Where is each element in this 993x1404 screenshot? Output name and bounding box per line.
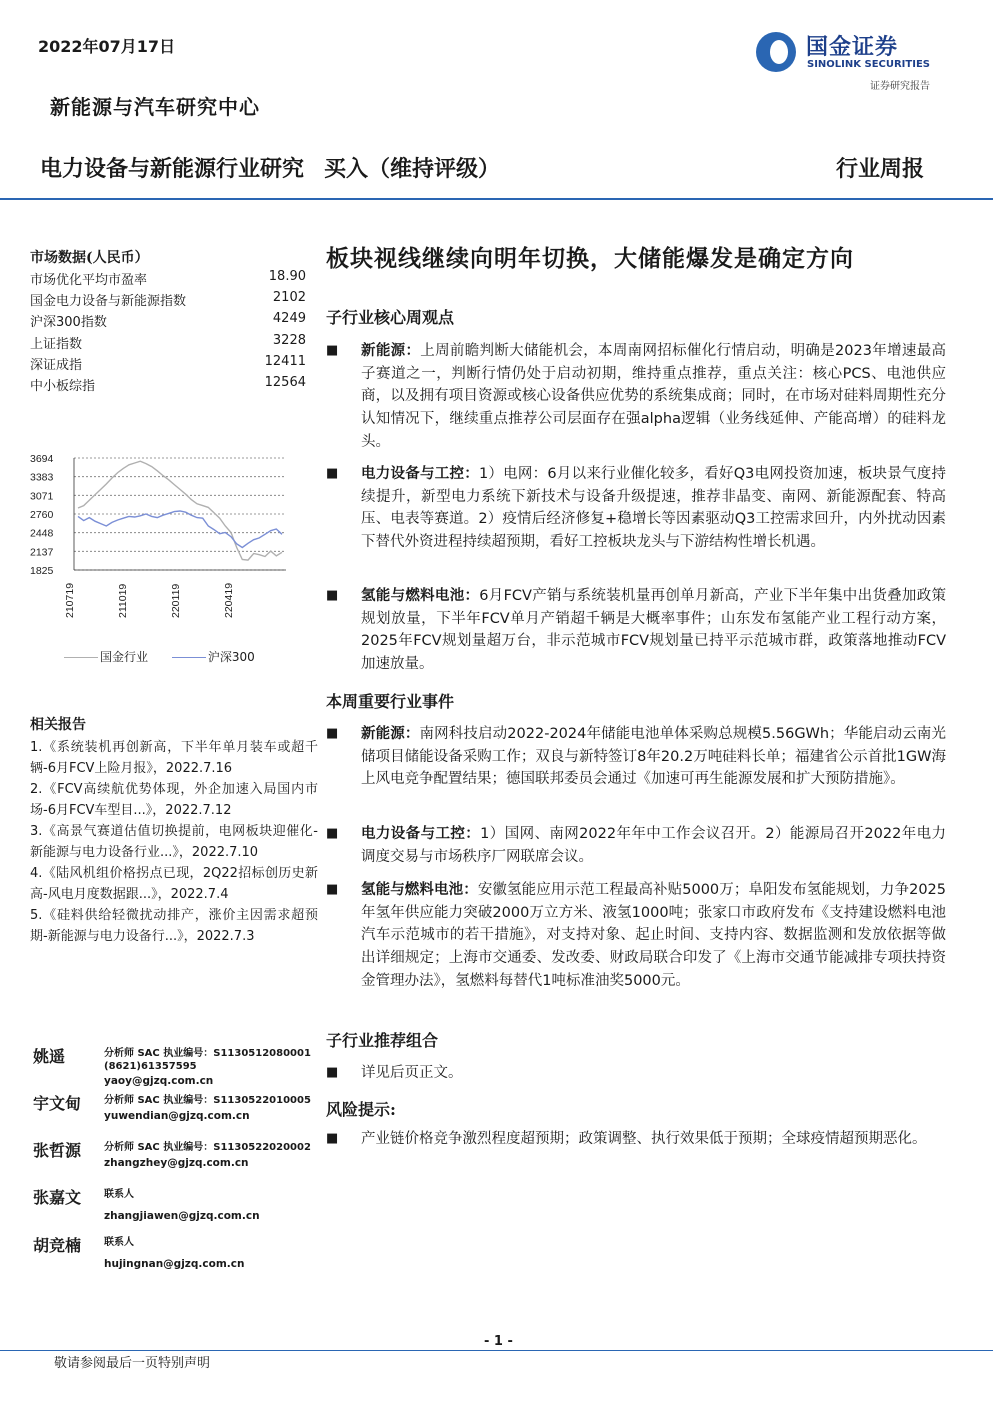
market-data-heading: 市场数据(人民币） xyxy=(30,250,149,266)
market-data-row xyxy=(30,333,306,353)
bullet-text: 安徽氢能应用示范工程最高补贴5000万；阜阳发布氢能规划，力争2025年氢年供应能力突破2000万立方米、液氢1000吨；张家口市政府发布《支持建设燃料电池汽车示范城市的若干措施》，对支持对象、起止时间、支持内容、数据监测和发放依据等做出详细规定；上海市交通委、发改委、财政局联合印发了《上海市交通节能减排专项扶持资金管理办法》，氢燃料每替代1吨标准油奖5000元。 xyxy=(361,882,946,989)
section-heading-portfolio: 子行业推荐组合 xyxy=(326,1031,439,1050)
y-tick-label: 2760 xyxy=(30,509,54,521)
analyst-name: 宇文甸 xyxy=(33,1094,82,1113)
series-line-hs300 xyxy=(78,511,282,548)
market-data-row xyxy=(30,354,306,374)
contact-email[interactable]: zhangjiawen@gjzq.com.cn xyxy=(104,1210,260,1222)
market-data-row xyxy=(30,290,306,310)
header-divider xyxy=(0,198,993,200)
bullet-square-icon: ■ xyxy=(326,1065,339,1080)
footer-divider xyxy=(0,1350,993,1351)
bullet-item xyxy=(326,1062,946,1085)
analyst-email[interactable]: yaoy@gjzq.com.cn xyxy=(104,1075,214,1087)
bullet-text: 南网科技启动2022-2024年储能电池单体采购总规模5.56GWh；华能启动云南光储项目储能设备采购工作；双良与新特签订8年20.2万吨硅料长单；福建省公示首批1GW海上风电竞争配置结果；德国联邦委员会通过《加速可再生能源发展和扩大预防措施》。 xyxy=(361,726,946,788)
report-type: 行业周报 xyxy=(836,156,925,182)
section-heading-events: 本周重要行业事件 xyxy=(326,692,455,711)
market-data-row xyxy=(30,375,306,395)
analyst-name: 张哲源 xyxy=(33,1141,82,1160)
bullet-square-icon: ■ xyxy=(326,882,339,897)
contact-email[interactable]: hujingnan@gjzq.com.cn xyxy=(104,1258,245,1270)
y-tick-label: 1825 xyxy=(30,565,54,577)
contact-role: 联系人 xyxy=(104,1189,134,1200)
y-tick-label: 3694 xyxy=(30,453,54,465)
bullet-text: 6月FCV产销与系统装机量再创单月新高，产业下半年集中出货叠加政策规划放量，下半年FCV单月产销超千辆是大概率事件；山东发布氢能产业工程行动方案，2025年FCV规划量超万台，非示范城市FCV规划量已持平示范城市群，政策落地推动FCV加速放量。 xyxy=(361,588,947,673)
analyst-role: 分析师 SAC 执业编号：S1130512080001 xyxy=(104,1048,311,1059)
bullet-tag: 新能源： xyxy=(361,342,421,359)
industry-name: 电力设备与新能源行业研究 xyxy=(40,157,305,182)
market-data-value: 4249 xyxy=(272,311,306,327)
market-data-value: 12411 xyxy=(264,353,306,369)
market-data-value: 18.90 xyxy=(268,269,306,284)
market-data-value: 3228 xyxy=(272,332,306,348)
bullet-text: 上周前瞻判断大储能机会，本周南网招标催化行情启动，明确是2023年增速最高子赛道之一，判断行情仍处于启动初期，维持重点推荐，重点关注：核心PCS、电池供应商，以及拥有项目资源或核心设备供应优势的系统集成商；同时，在市场对硅料周期性充分认知情况下，继续重点推荐公司层面存在强alpha逻辑（业务线延伸、产能高增）的硅料龙头。 xyxy=(361,343,947,450)
legend-item-hs300 xyxy=(172,648,255,665)
index-chart xyxy=(28,445,298,625)
y-tick-label: 2137 xyxy=(30,546,54,559)
report-title: 板块视线继续向明年切换，大储能爆发是确定方向 xyxy=(326,245,854,272)
rating: 买入（维持评级） xyxy=(324,157,501,182)
related-report-item[interactable]: 3.《高景气赛道估值切换提前，电网板块迎催化-新能源与电力设备行业...》，2022.7.10 xyxy=(30,824,318,860)
analyst-phone: (8621)61357595 xyxy=(104,1061,197,1072)
section-heading-risk: 风险提示: xyxy=(326,1100,396,1119)
bullet-tag: 氢能与燃料电池： xyxy=(361,587,480,604)
bullet-square-icon: ■ xyxy=(326,588,339,603)
bullet-square-icon: ■ xyxy=(326,726,339,741)
y-tick-label: 2448 xyxy=(30,527,54,540)
bullet-item xyxy=(326,879,946,993)
bullet-item xyxy=(326,340,946,454)
y-tick-label: 3383 xyxy=(30,471,54,484)
bullet-square-icon: ■ xyxy=(326,1131,339,1146)
bullet-text: 详见后页正文。 xyxy=(361,1065,463,1081)
legend-swatch-hs300 xyxy=(172,657,206,658)
related-report-item[interactable]: 2.《FCV高续航优势体现，外企加速入局国内市场-6月FCV车型目...》，2022.7.12 xyxy=(30,782,318,818)
legend-swatch-industry xyxy=(64,657,98,658)
analyst-name: 姚遥 xyxy=(33,1047,66,1066)
analyst-role: 分析师 SAC 执业编号：S1130522020002 xyxy=(104,1142,311,1153)
page-number: - 1 - xyxy=(484,1334,513,1349)
bullet-tag: 电力设备与工控： xyxy=(361,465,479,482)
x-tick-label: 220119 xyxy=(170,583,182,618)
related-reports-list xyxy=(30,737,318,947)
report-heading xyxy=(40,152,520,183)
research-center-name: 新能源与汽车研究中心 xyxy=(50,95,260,119)
market-data-label: 深证成指 xyxy=(30,357,83,373)
market-data-row xyxy=(30,311,306,331)
contact-card xyxy=(33,1233,323,1277)
bullet-square-icon: ■ xyxy=(326,826,339,841)
bullet-item xyxy=(326,723,946,791)
market-data-label: 沪深300指数 xyxy=(30,315,107,331)
bullet-item xyxy=(326,585,946,676)
analyst-role: 分析师 SAC 执业编号：S1130522010005 xyxy=(104,1095,311,1106)
x-tick-label: 220419 xyxy=(223,582,235,618)
chart-legend xyxy=(64,648,304,665)
bullet-tag: 新能源： xyxy=(361,725,420,742)
bullet-text: 产业链价格竞争激烈程度超预期；政策调整、执行效果低于预期；全球疫情超预期恶化。 xyxy=(361,1131,927,1147)
analyst-card xyxy=(33,1138,323,1178)
related-report-item[interactable]: 4.《陆风机组价格拐点已现，2Q22招标创历史新高-风电月度数据跟...》，2022.7.4 xyxy=(30,866,318,902)
related-reports-heading: 相关报告 xyxy=(30,717,86,733)
analyst-email[interactable]: zhangzhey@gjzq.com.cn xyxy=(104,1157,249,1169)
footer-disclaimer: 敬请参阅最后一页特别声明 xyxy=(54,1356,211,1371)
market-data-label: 中小板综指 xyxy=(30,379,96,394)
market-data-label: 市场优化平均市盈率 xyxy=(30,273,148,288)
y-tick-label: 3071 xyxy=(30,490,54,503)
legend-label-hs300: 沪深300 xyxy=(207,650,255,664)
x-tick-label: 211019 xyxy=(117,583,129,618)
bullet-item xyxy=(326,463,946,554)
legend-item-industry xyxy=(64,648,148,665)
bullet-item xyxy=(326,1128,946,1151)
company-logo xyxy=(756,30,948,90)
analyst-card xyxy=(33,1044,323,1090)
contact-name: 胡竞楠 xyxy=(33,1236,82,1255)
legend-label-industry: 国金行业 xyxy=(100,650,149,664)
x-tick-label: 210719 xyxy=(64,582,76,618)
logo-subtitle: 证券研究报告 xyxy=(870,81,930,92)
section-heading-core-views: 子行业核心周观点 xyxy=(326,308,455,327)
bullet-square-icon: ■ xyxy=(326,466,339,481)
market-data-value: 12564 xyxy=(264,375,306,390)
bullet-text: 1）电网：6月以来行业催化较多，看好Q3电网投资加速，板块景气度持续提升，新型电力系统下新技术与设备升级提速，推荐非晶变、南网、新能源配套、特高压、电表等赛道。2）疫情后经济修复+稳增长等因素驱动Q3工控需求回升，内外扰动因素下替代外资进程持续超预期，看好工控板块龙头与下游结构性增长机遇。 xyxy=(361,466,947,551)
market-data-label: 上证指数 xyxy=(30,336,83,352)
analyst-card xyxy=(33,1091,323,1131)
logo-chinese-name: 国金证券 xyxy=(806,35,899,60)
report-date: 2022年07月17日 xyxy=(38,37,176,56)
contact-card xyxy=(33,1185,323,1229)
market-data-value: 2102 xyxy=(272,290,306,306)
logo-english-name: SINOLINK SECURITIES xyxy=(807,59,930,70)
contact-name: 张嘉文 xyxy=(33,1188,82,1207)
market-data-label: 国金电力设备与新能源指数 xyxy=(30,294,187,310)
bullet-text: 1）国网、南网2022年年中工作会议召开。2）能源局召开2022年电力调度交易与市场秩序厂网联席会议。 xyxy=(361,826,946,865)
logo-mark-icon xyxy=(756,32,796,72)
market-data-row xyxy=(30,269,306,289)
bullet-item xyxy=(326,823,946,868)
bullet-tag: 电力设备与工控： xyxy=(361,825,481,842)
bullet-tag: 氢能与燃料电池： xyxy=(361,881,478,898)
related-report-item[interactable]: 5.《硅料供给轻微扰动排产，涨价主因需求超预期-新能源与电力设备行...》，2022.7.3 xyxy=(30,908,318,944)
contact-role: 联系人 xyxy=(104,1237,134,1248)
analyst-email[interactable]: yuwendian@gjzq.com.cn xyxy=(104,1110,250,1122)
related-report-item[interactable]: 1.《系统装机再创新高，下半年单月装车或超千辆-6月FCV上险月报》，2022.7.16 xyxy=(30,740,318,776)
bullet-square-icon: ■ xyxy=(326,343,339,358)
